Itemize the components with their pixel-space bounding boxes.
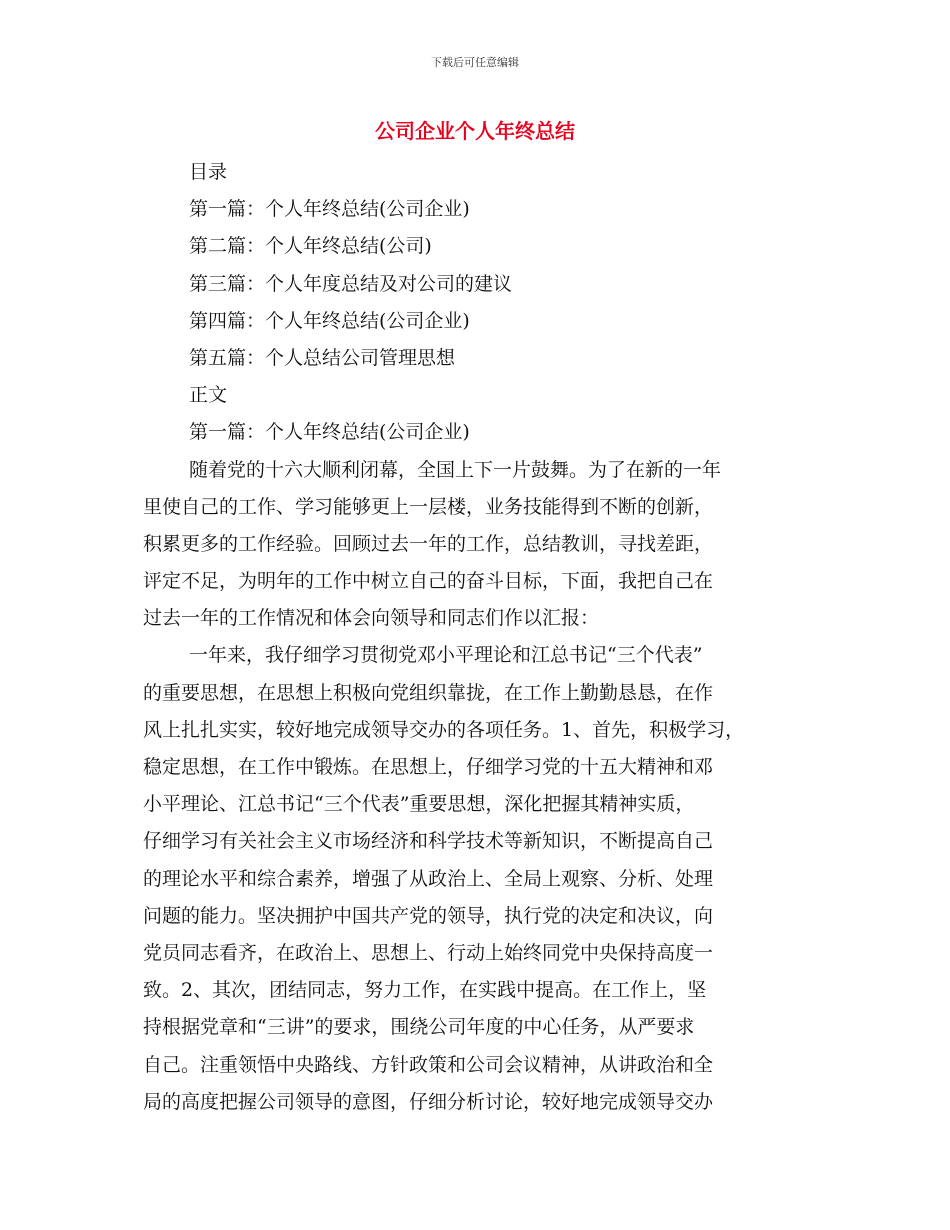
paragraph-line: 小平理论、江总书记“三个代表”重要思想，深化把握其精神实质，: [143, 793, 695, 816]
toc-item: 第一篇：个人年终总结(公司企业): [189, 198, 470, 221]
paragraph-line: 一年来，我仔细学习贯彻党邓小平理论和江总书记“三个代表”: [189, 644, 703, 667]
paragraph-line: 风上扎扎实实，较好地完成领导交办的各项任务。1、首先，积极学习，: [143, 718, 745, 741]
paragraph-line: 积累更多的工作经验。回顾过去一年的工作，总结教训，寻找差距，: [143, 532, 714, 555]
paragraph-line: 稳定思想，在工作中锻炼。在思想上，仔细学习党的十五大精神和邓: [143, 756, 714, 778]
paragraph-line: 的理论水平和综合素养，增强了从政治上、全局上观察、分析、处理: [143, 867, 714, 890]
section-title: 第一篇：个人年终总结(公司企业): [189, 421, 470, 444]
header-note: 下载后可任意编辑: [431, 56, 519, 69]
toc-item: 第五篇：个人总结公司管理思想: [189, 346, 456, 369]
paragraph-line: 持根据党章和“三讲”的要求，围绕公司年度的中心任务，从严要求: [143, 1016, 695, 1039]
document-body: [143, 154, 823, 1121]
toc-item: 第三篇：个人年度总结及对公司的建议: [189, 272, 513, 295]
paragraph-line: 里使自己的工作、学习能够更上一层楼，业务技能得到不断的创新，: [143, 495, 714, 518]
paragraph-line: 仔细学习有关社会主义市场经济和科学技术等新知识，不断提高自己: [143, 830, 714, 853]
toc-item: 第二篇：个人年终总结(公司): [189, 235, 432, 258]
paragraph-line: 局的高度把握公司领导的意图，仔细分析讨论，较好地完成领导交办: [143, 1090, 714, 1113]
paragraph-line: 自己。注重领悟中央路线、方针政策和公司会议精神，从讲政治和全: [143, 1053, 714, 1076]
paragraph-line: 随着党的十六大顺利闭幕，全国上下一片鼓舞。为了在新的一年: [189, 458, 722, 481]
paragraph-line: 的重要思想，在思想上积极向党组织靠拢，在工作上勤勤恳恳，在作: [143, 681, 714, 704]
toc-heading: 目录: [189, 161, 228, 183]
paragraph-line: 问题的能力。坚决拥护中国共产党的领导，执行党的决定和决议，向: [143, 904, 714, 927]
paragraph-line: 过去一年的工作情况和体会向领导和同志们作以汇报：: [143, 607, 600, 630]
paragraph-line: 党员同志看齐，在政治上、思想上、行动上始终同党中央保持高度一: [143, 941, 714, 964]
paragraph-line: 致。2、其次，团结同志，努力工作，在实践中提高。在工作上，坚: [143, 979, 707, 1002]
toc-item: 第四篇：个人年终总结(公司企业): [189, 309, 470, 332]
document-title: 公司企业个人年终总结: [375, 119, 575, 143]
paragraph-line: 评定不足，为明年的工作中树立自己的奋斗目标，下面，我把自己在: [143, 570, 714, 593]
body-heading: 正文: [189, 384, 228, 407]
